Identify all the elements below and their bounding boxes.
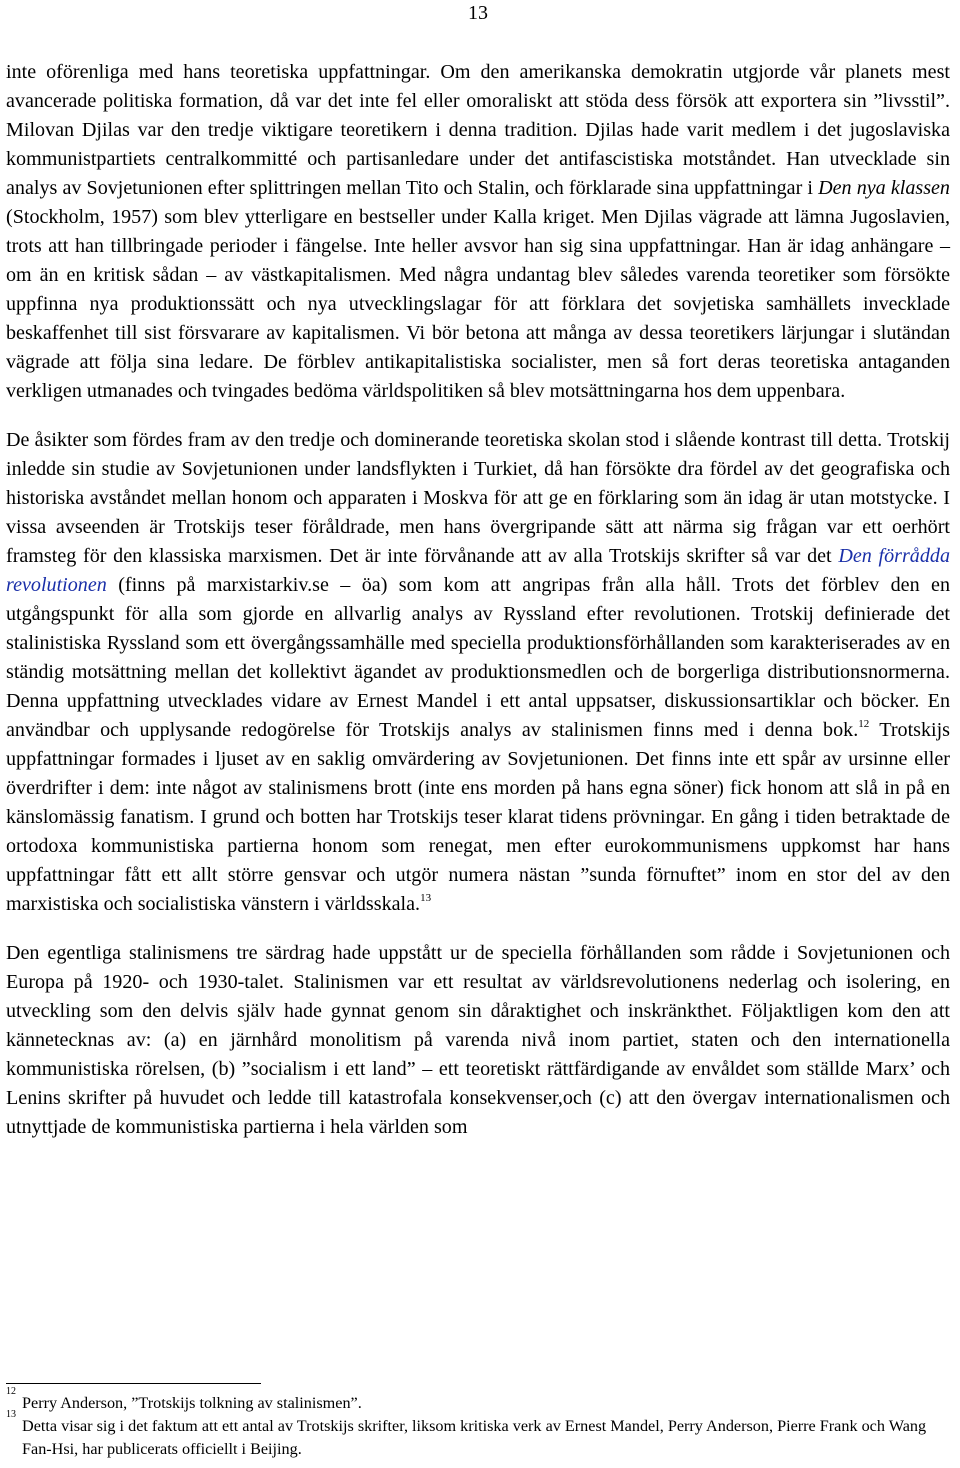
footnote-13 <box>6 1409 950 1461</box>
link-den-forradda-revolutionen[interactable]: Den förrådda revolutionen <box>6 545 950 596</box>
body-text <box>6 58 950 1142</box>
paragraph-2-text-c: Trotskijs uppfattningar formades i ljuset av en saklig omvärdering av Sovjetunionen. Det finns inte ett spår av ursinne eller överdrifter i dem: inte något av stalinismens brott (inte ens morden på hans egna söner) fick honom att slå in på en känslomässig fanatism. I grund och botten har Trotskijs teser klarat tidens prövningar. En gång i tiden betraktade de ortodoxa kommunistiska partierna honom som renegat, men efter eurokommunismens uppkomst har hans uppfattningar fått ett allt större gensvar och utgör numera nästan ”sunda förnuftet” inom en stor del av den marxistiska och socialistiska vänstern i världsskala. <box>6 719 951 915</box>
footnote-divider <box>6 1383 261 1384</box>
footnotes <box>6 1386 950 1461</box>
footnote-12 <box>6 1386 950 1415</box>
book-title-den-nya-klassen: Den nya klassen <box>818 177 950 199</box>
footnote-ref-13: 13 <box>420 892 432 904</box>
paragraph-2 <box>6 426 950 919</box>
paragraph-2-text-a: De åsikter som fördes fram av den tredje och dominerande teoretiska skolan stod i slående kontrast till detta. Trotskij inledde sin studie av Sovjetunionen under landsflykten i Turkiet, då han försökte dra fördel av det geografiska och historiska avståndet mellan honom och apparaten i Moskva för att ge en förklaring som än idag är utan motstycke. I vissa avseenden är Trotskijs teser föråldrade, men hans övergripande sätt att närma sig frågan var ett oerhört framsteg för den klassiska marxismen. Det är inte förvånande att av alla Trotskijs skrifter så var det <box>6 429 950 567</box>
footnote-ref-12: 12 <box>858 718 870 730</box>
footnote-text: Perry Anderson, ”Trotskijs tolkning av stalinismen”. <box>22 1394 362 1412</box>
paragraph-3-text: Den egentliga stalinismens tre särdrag hade uppstått ur de speciella förhållanden som rådde i Sovjetunionen och Europa på 1920- och 1930-talet. Stalinismen var ett resultat av världsrevolutionens nederlag och isolering, en utveckling som den delvis själv hade gynnat genom sin dåraktighet och inskränkthet. Följaktligen kom den att kännetecknas av: (a) en järnhård monolitism på varenda nivå inom partiet, staten och den internationella kommunistiska rörelsen, (b) ”socialism i ett land” – ett teoretiskt rättfärdigande av envåldet som ställde Marx’ och Lenins skrifter på huvudet och ledde till katastrofala konsekvenser,och (c) att den övergav internationalismen och utnyttjade de kommunistiska partierna i hela världen som <box>6 942 950 1138</box>
footnote-number: 13 <box>6 1409 16 1420</box>
paragraph-1 <box>6 58 950 406</box>
paragraph-1-text-a: inte oförenliga med hans teoretiska uppfattningar. Om den amerikanska demokratin utgjorde vår planets mest avancerade politiska formation, då var det inte fel eller omoraliskt att stöda dess försök att exportera sin ”livsstil”. Milovan Djilas var den tredje viktigare teoretikern i denna tradition. Djilas hade varit medlem i det jugoslaviska kommunistpartiets centralkommitté och partisanledare under det antifascistiska motståndet. Han utvecklade sin analys av Sovjetunionen efter splittringen mellan Tito och Stalin, och förklarade sina uppfattningar i <box>6 61 950 199</box>
paragraph-3 <box>6 939 950 1142</box>
paragraph-1-text-b: (Stockholm, 1957) som blev ytterligare en bestseller under Kalla kriget. Men Djilas vägrade att lämna Jugoslavien, trots att han tillbringade perioder i fängelse. Inte heller avsvor han sig sina uppfattningar. Han är idag anhängare – om än en kritisk sådan – av västkapitalismen. Med några undantag blev således varenda teoretiker som försökte uppfinna nya produktionssätt och nya utvecklingslagar för att förklara det sovjetiska samhällets invecklade beskaffenhet till sist försvarare av kapitalismen. Vi bör betona att många av dessa teoretikers lärjungar i slutändan vägrade att följa sina ledare. De förblev antikapitalistiska socialister, men så fort deras teoretiska antaganden verkligen utmanades och tvingades bedöma världspolitiken så blev motsättningarna hos dem uppenbara. <box>6 206 950 402</box>
paragraph-2-text-b: (finns på marxistarkiv.se – öa) som kom att angripas från alla håll. Trots det förblev den en utgångspunkt för alla som gjorde en allvarlig analys av Ryssland efter revolutionen. Trotskij definierade det stalinistiska Ryssland som ett övergångssamhälle med speciella produktionsförhållanden som karakteriserades av en ständig motsättning mellan det kollektivt ägandet av produktionsmedlen och de borgerliga distributionsnormerna. Denna uppfattning utvecklades vidare av Ernest Mandel i ett antal uppsatser, diskussionsartiklar och böcker. En användbar och upplysande redogörelse för Trotskijs analys av stalinismen finns med i denna bok. <box>6 574 950 741</box>
footnote-number: 12 <box>6 1386 16 1397</box>
page-number: 13 <box>468 2 488 24</box>
footnote-text: Detta visar sig i det faktum att ett antal av Trotskijs skrifter, liksom kritiska verk av Ernest Mandel, Perry Anderson, Pierre Frank och Wang Fan-Hsi, har publicerats officiellt i Beijing. <box>22 1417 927 1458</box>
